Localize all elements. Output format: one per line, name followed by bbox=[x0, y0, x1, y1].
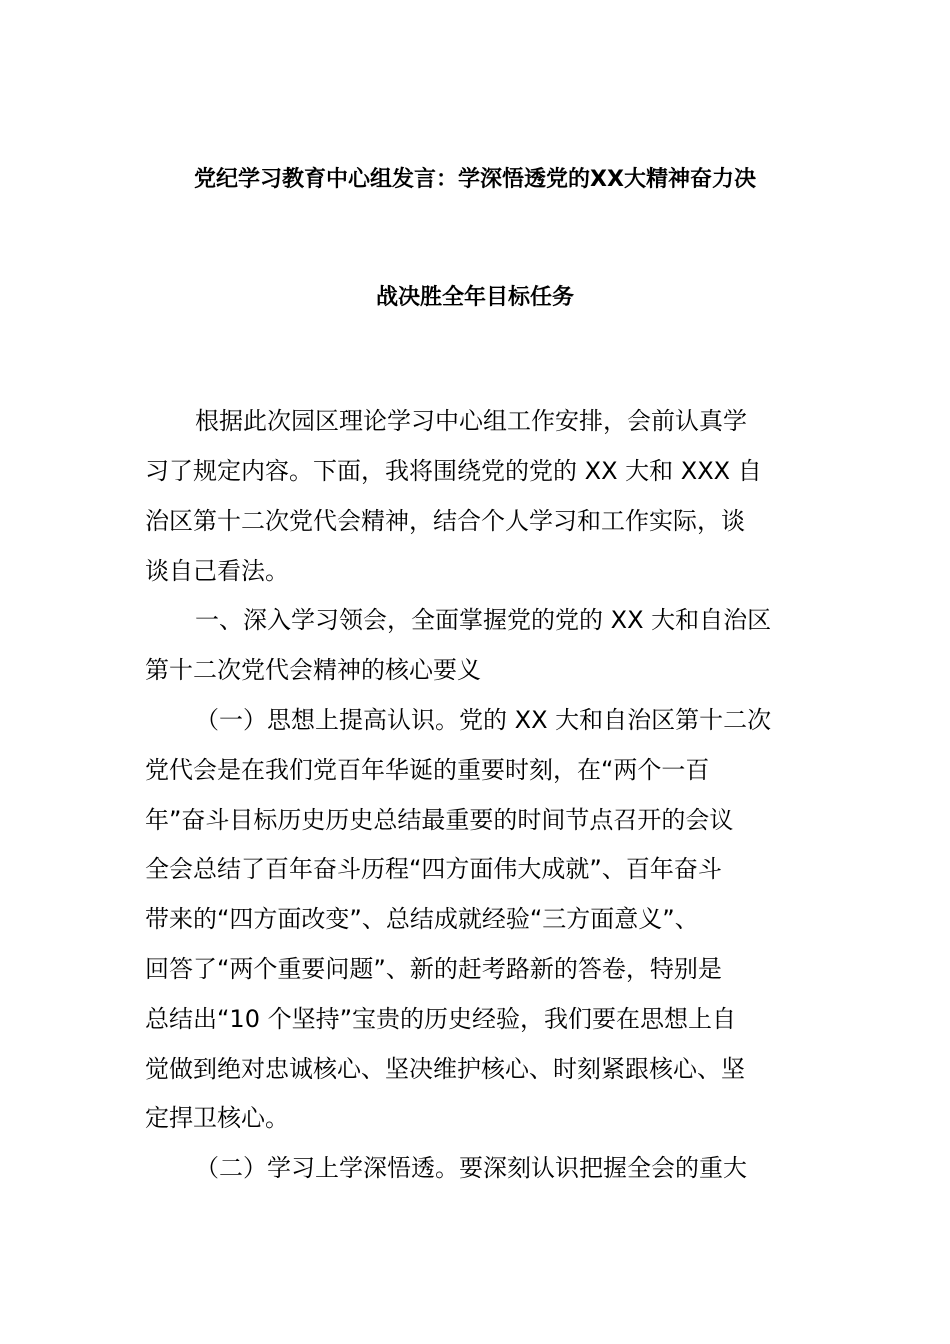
paragraph-line: 总结出“10 个坚持”宝贵的历史经验，我们要在思想上自 bbox=[145, 1005, 737, 1033]
paragraph-line: 治区第十二次党代会精神，结合个人学习和工作实际，谈 bbox=[145, 507, 745, 535]
paragraph-line: 带来的“四方面改变”、总结成就经验“三方面意义”、 bbox=[145, 905, 699, 933]
paragraph-line: 党代会是在我们党百年华诞的重要时刻，在“两个一百 bbox=[145, 756, 710, 784]
paragraph-line: 定捍卫核心。 bbox=[145, 1104, 289, 1132]
section-heading-line: 一、深入学习领会，全面掌握党的党的 XX 大和自治区 bbox=[195, 606, 772, 634]
section-heading-line: 第十二次党代会精神的核心要义 bbox=[145, 656, 481, 684]
paragraph-line: 觉做到绝对忠诚核心、坚决维护核心、时刻紧跟核心、坚 bbox=[145, 1055, 745, 1083]
paragraph-line: 年”奋斗目标历史历史总结最重要的时间节点召开的会议 bbox=[145, 806, 734, 834]
paragraph-line: 根据此次园区理论学习中心组工作安排，会前认真学 bbox=[195, 407, 747, 435]
paragraph-line: （一）思想上提高认识。党的 XX 大和自治区第十二次 bbox=[195, 706, 772, 734]
paragraph-line: （二）学习上学深悟透。要深刻认识把握全会的重大 bbox=[195, 1154, 747, 1182]
document-title-line-2: 战决胜全年目标任务 bbox=[375, 285, 574, 310]
paragraph-line: 全会总结了百年奋斗历程“四方面伟大成就”、百年奋斗 bbox=[145, 855, 722, 883]
paragraph-line: 回答了“两个重要问题”、新的赶考路新的答卷，特别是 bbox=[145, 955, 722, 983]
document-title-line-1: 党纪学习教育中心组发言：学深悟透党的XX大精神奋力决 bbox=[194, 167, 756, 192]
paragraph-line: 习了规定内容。下面，我将围绕党的党的 XX 大和 XXX 自 bbox=[145, 457, 762, 485]
paragraph-line: 谈自己看法。 bbox=[145, 557, 289, 585]
